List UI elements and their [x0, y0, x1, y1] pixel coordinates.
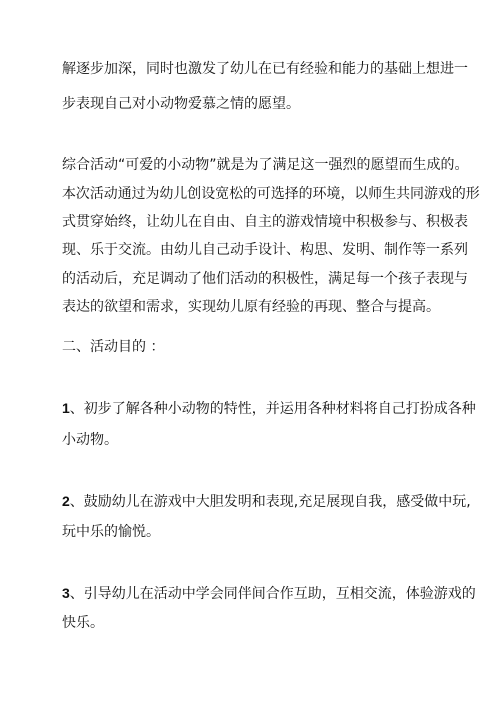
goal-item-1-line: 小动物。 — [62, 432, 118, 448]
paragraph-activity-line: 表达的欲望和需求，实现幼儿原有经验的再现、整合与提高。 — [62, 299, 440, 315]
paragraph-activity-line: 本次活动通过为幼儿创设宽松的可选择的环境，以师生共同游戏的形 — [62, 186, 480, 202]
goal-number: 3 — [62, 585, 70, 601]
goal-item-2-line: 玩中乐的愉悦。 — [62, 524, 160, 540]
goal-number: 2 — [62, 493, 70, 509]
paragraph-activity-line: 式贯穿始终，让幼儿在自由、自主的游戏情境中积极参与、积极表 — [62, 214, 468, 230]
goal-number: 1 — [62, 400, 70, 416]
goal-item-3-line — [62, 584, 476, 603]
goal-text: 、引导幼儿在活动中学会同伴间合作互助，互相交流，体验游戏的 — [69, 586, 476, 602]
paragraph-activity-line: 现、乐于交流。由幼儿自己动手设计、构思、发明、制作等一系列 — [62, 242, 468, 258]
goal-text: 、鼓励幼儿在游戏中大胆发明和表现,充足展现自我，感受做中玩, — [69, 494, 471, 510]
goal-item-2-line — [62, 492, 471, 511]
paragraph-intro-line: 解逐步加深，同时也激发了幼儿在已有经验和能力的基础上想进一 — [62, 61, 468, 77]
goal-item-3-line: 快乐。 — [62, 615, 104, 631]
paragraph-activity-line: 的活动后，充足调动了他们活动的积极性，满足每一个孩子表现与 — [62, 271, 468, 287]
goal-item-1-line — [62, 399, 476, 418]
goal-text: 、初步了解各种小动物的特性，并运用各种材料将自己打扮成各种 — [69, 401, 476, 417]
section-heading: 二、活动目的 ： — [62, 339, 165, 355]
paragraph-activity-line: 综合活动“可爱的小动物”就是为了满足这一强烈的愿望而生成的。 — [62, 157, 469, 173]
paragraph-intro-line: 步表现自己对小动物爱慕之情的愿望。 — [62, 96, 300, 112]
